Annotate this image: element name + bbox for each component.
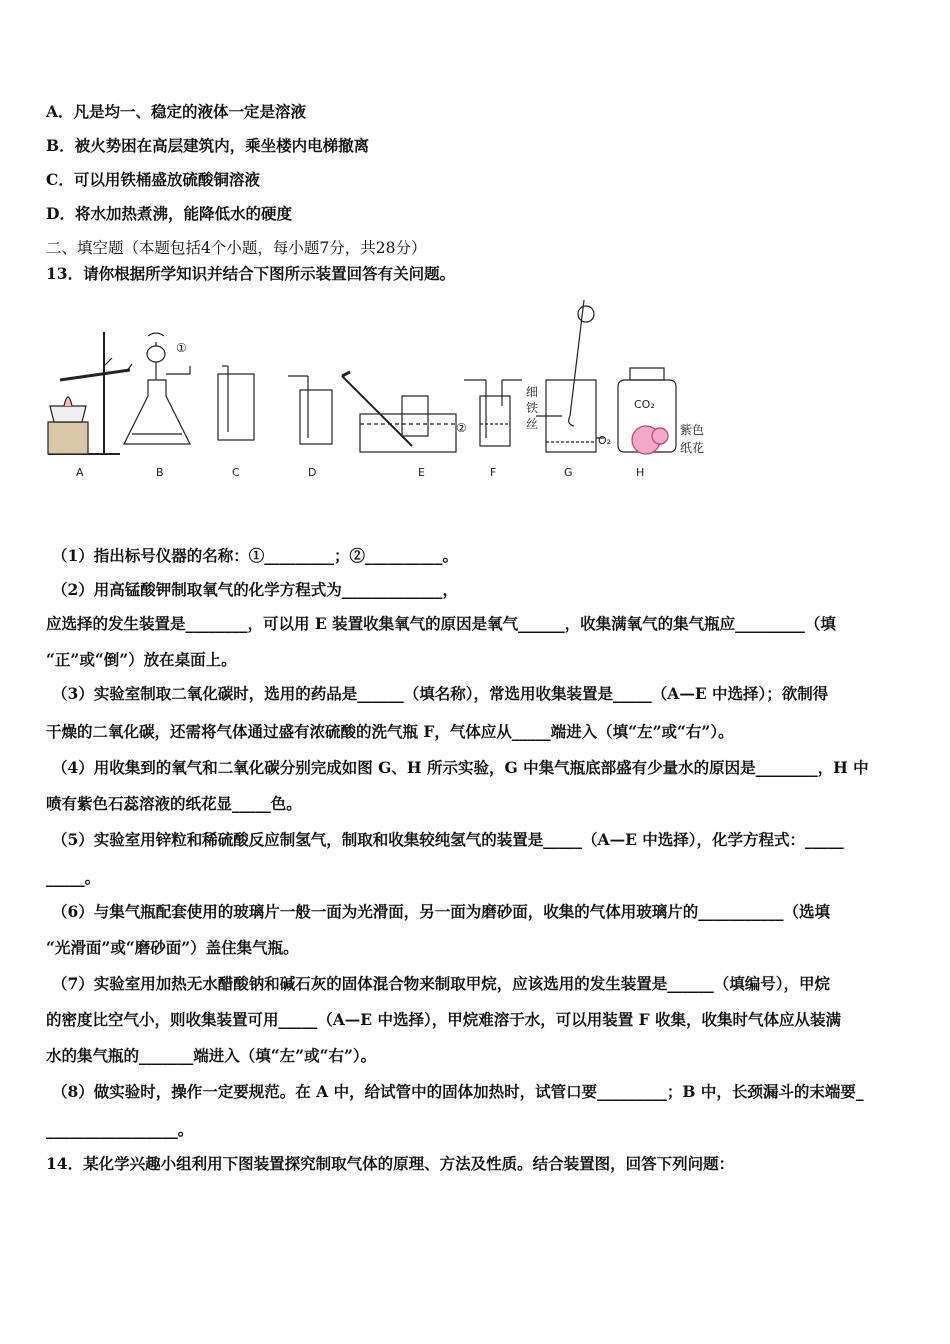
q13-part5-cont: _____。 <box>46 868 101 887</box>
q13-part5: （5）实验室用锌粒和稀硫酸反应制氢气，制取和收集较纯氢气的装置是_____（A—E 中选择），化学方程式：_____ <box>52 830 844 849</box>
option-a: A．凡是均一、稳定的液体一定是溶液 <box>46 102 307 121</box>
apparatus-figure <box>40 296 720 492</box>
apparatus-a <box>48 332 132 454</box>
q13-part7-cont2: 水的集气瓶的_______端进入（填“左”或“右”）。 <box>46 1046 377 1065</box>
apparatus-h <box>618 368 676 454</box>
apparatus-f <box>464 380 522 446</box>
marker-2: ② <box>456 421 467 435</box>
h-note-2: 纸花 <box>680 441 705 455</box>
apparatus-d <box>288 376 332 444</box>
q13-part3: （3）实验室制取二氧化碳时，选用的药品是______（填名称），常选用收集装置是_____（A—E 中选择）；欲制得 <box>52 684 829 703</box>
section-title: 二、填空题（本题包括4个小题，每小题7分，共28分） <box>46 239 427 257</box>
apparatus-e <box>342 372 456 452</box>
option-c: C．可以用铁桶盛放硫酸铜溶液 <box>46 170 260 189</box>
label-g: G <box>564 466 573 479</box>
apparatus-c <box>218 366 254 440</box>
label-a: A <box>76 466 84 479</box>
g-note-3: 丝 <box>526 417 539 431</box>
g-note-1: 细 <box>526 385 539 399</box>
q13-part4-cont: 喷有紫色石蕊溶液的纸花显_____色。 <box>46 794 302 813</box>
label-f: F <box>490 466 497 479</box>
q13-part3-cont: 干燥的二氧化碳，还需将气体通过盛有浓硫酸的洗气瓶 F，气体应从_____端进入（填“左”或“右”）。 <box>46 722 734 741</box>
question-14-title: 14．某化学兴趣小组利用下图装置探究制取气体的原理、方法及性质。结合装置图，回答下列问题： <box>46 1154 735 1173</box>
q13-part8-cont: _________________。 <box>46 1120 194 1139</box>
q13-part2-cont2: “正”或“倒”）放在桌面上。 <box>46 650 237 669</box>
q13-part4: （4）用收集到的氧气和二氧化碳分别完成如图 G、H 所示实验，G 中集气瓶底部盛有少量水的原因是________，H 中 <box>52 758 869 777</box>
label-e: E <box>418 466 425 479</box>
g-note-2: 铁 <box>526 401 539 415</box>
q13-part6: （6）与集气瓶配套使用的玻璃片一般一面为光滑面，另一面为磨砂面，收集的气体用玻璃片的___________（选填 <box>52 902 831 921</box>
h-gas-label: CO₂ <box>634 398 655 411</box>
h-note-1: 紫色 <box>680 423 705 437</box>
q13-part2-cont1: 应选择的发生装置是________，可以用 E 装置收集氧气的原因是氧气______，收集满氧气的集气瓶应_________（填 <box>46 614 836 633</box>
q13-part8: （8）做实验时，操作一定要规范。在 A 中，给试管中的固体加热时，试管口要_________；B 中，长颈漏斗的末端要_ <box>52 1082 864 1101</box>
label-b: B <box>156 466 164 479</box>
option-d: D．将水加热煮沸，能降低水的硬度 <box>46 204 292 223</box>
option-b: B．被火势困在高层建筑内，乘坐楼内电梯撤离 <box>46 136 370 155</box>
q13-part6-cont: “光滑面”或“磨砂面”）盖住集气瓶。 <box>46 938 299 957</box>
q13-part7: （7）实验室用加热无水醋酸钠和碱石灰的固体混合物来制取甲烷，应该选用的发生装置是______（填编号），甲烷 <box>52 974 831 993</box>
marker-1: ① <box>176 341 187 355</box>
q13-part2: （2）用高锰酸钾制取氧气的化学方程式为_____________， <box>52 580 459 599</box>
q13-part7-cont1: 的密度比空气小，则收集装置可用_____（A—E 中选择），甲烷难溶于水，可以用装置 F 收集，收集时气体应从装满 <box>46 1010 842 1029</box>
label-c: C <box>232 466 240 479</box>
label-h: H <box>636 466 645 479</box>
g-gas-label: O₂ <box>598 434 612 447</box>
q13-part1: （1）指出标号仪器的名称：①_________；②__________。 <box>52 546 459 565</box>
label-d: D <box>308 466 317 479</box>
question-13-title: 13．请你根据所学知识并结合下图所示装置回答有关问题。 <box>46 264 456 283</box>
apparatus-g <box>536 300 604 452</box>
